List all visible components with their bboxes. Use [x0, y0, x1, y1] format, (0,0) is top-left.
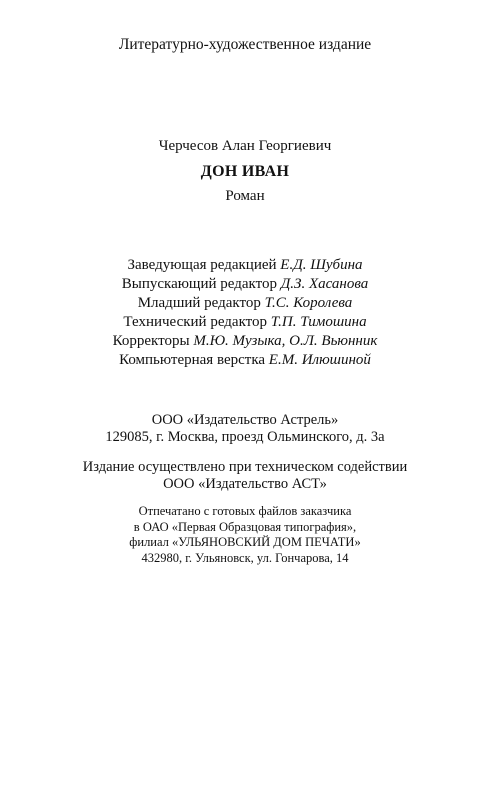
credit-person: Д.З. Хасанова — [280, 276, 369, 292]
publisher-address: 129085, г. Москва, проезд Ольминского, д. 3а — [105, 429, 385, 445]
book-title: ДОН ИВАН — [200, 163, 290, 180]
credit-role: Заведующая редакцией — [127, 257, 277, 273]
book-genre: Роман — [225, 188, 265, 204]
credit-person: Т.С. Королева — [264, 295, 353, 311]
technical-support-note: Издание осуществлено при техническом содействии — [82, 459, 408, 475]
series-label: Литературно-художественное издание — [118, 36, 372, 53]
credit-role: Выпускающий редактор — [121, 276, 277, 292]
printing-line: в ОАО «Первая Образцовая типография», — [133, 519, 357, 534]
credit-line — [0, 275, 490, 294]
credit-person: Е.Д. Шубина — [280, 257, 363, 273]
credit-role: Корректоры — [112, 333, 190, 349]
printing-line: филиал «УЛЬЯНОВСКИЙ ДОМ ПЕЧАТИ» — [129, 535, 361, 549]
printing-line: Отпечатано с готовых файлов заказчика — [138, 504, 352, 518]
credit-person: М.Ю. Музыка, О.Л. Вьюнник — [193, 333, 378, 349]
printing-line: 432980, г. Ульяновск, ул. Гончарова, 14 — [141, 550, 349, 565]
printing-info — [0, 504, 490, 566]
credit-line — [0, 256, 490, 275]
credit-line — [0, 351, 490, 370]
credit-line — [0, 332, 490, 351]
author-name: Черчесов Алан Георгиевич — [158, 138, 332, 154]
publisher-name: ООО «Издательство Астрель» — [151, 412, 339, 428]
credits-list — [0, 256, 490, 370]
credit-role: Младший редактор — [137, 295, 261, 311]
credit-line — [0, 313, 490, 332]
credit-role: Технический редактор — [123, 314, 268, 330]
technical-support-company: ООО «Издательство АСТ» — [163, 476, 327, 492]
credit-line — [0, 294, 490, 313]
credit-person: Т.П. Тимошина — [270, 314, 367, 330]
credit-person: Е.М. Илюшиной — [268, 352, 371, 368]
credit-role: Компьютерная верстка — [119, 352, 266, 368]
